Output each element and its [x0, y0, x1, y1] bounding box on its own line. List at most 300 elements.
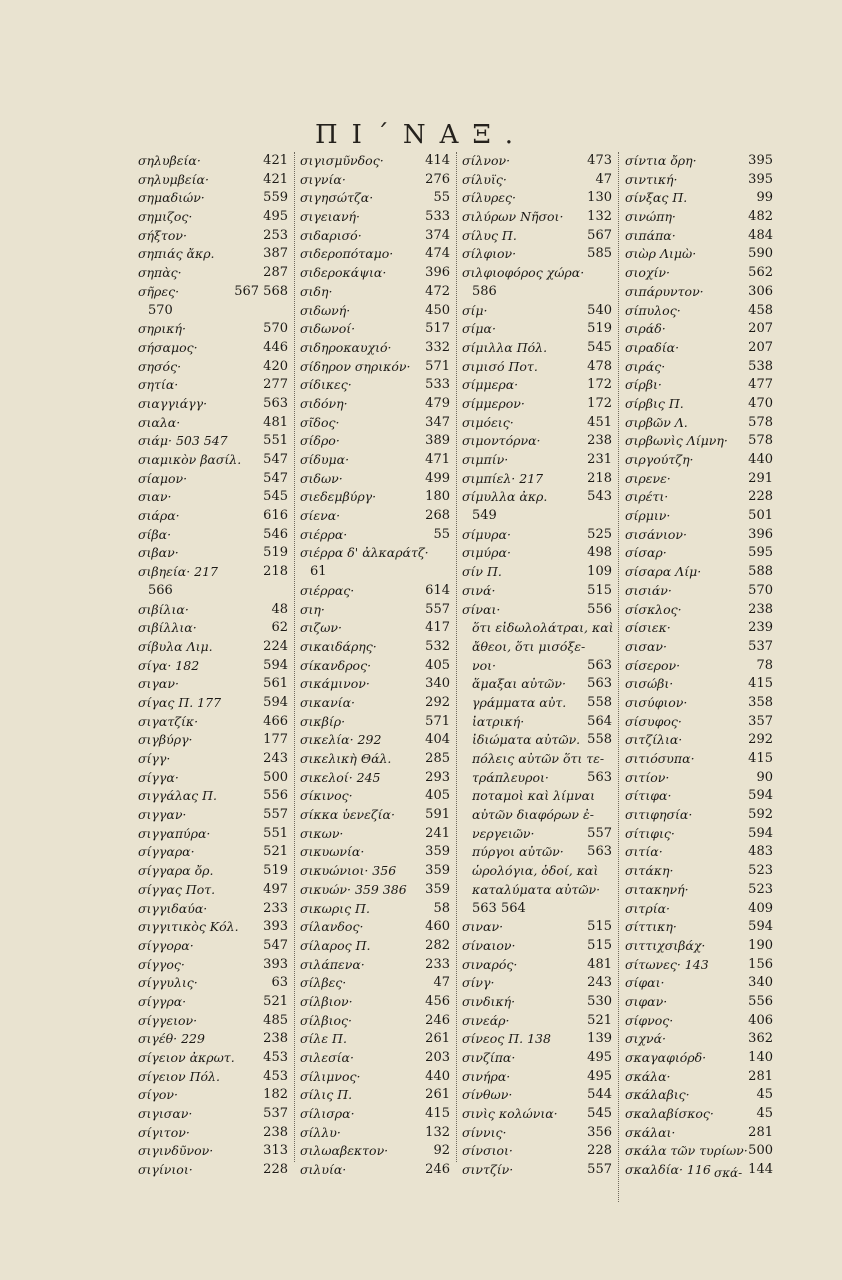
index-entry — [462, 862, 612, 881]
page-number: 395 — [748, 153, 773, 168]
index-term: σίγας Π. 177 — [138, 694, 222, 710]
index-subentry: ὅτι εἰδωλολάτραι, καὶ — [472, 620, 614, 636]
page-number: 285 — [425, 751, 450, 766]
index-term: σινζίπα· — [462, 1050, 516, 1065]
page-number: 340 — [425, 676, 450, 692]
page-number: 456 — [425, 993, 450, 1009]
index-entry — [138, 451, 288, 470]
index-entry — [625, 731, 773, 750]
index-subentry: πύργοι αὐτῶν· — [472, 844, 564, 860]
page-number: 261 — [425, 1031, 450, 1047]
page-number: 562 — [748, 265, 773, 281]
page-number: 228 — [748, 489, 773, 505]
index-entry — [625, 713, 773, 732]
page-number: 472 — [425, 283, 450, 299]
index-entry — [625, 750, 773, 769]
index-entry — [462, 787, 612, 806]
page-number: 495 — [263, 209, 288, 225]
index-entry — [300, 245, 450, 264]
index-entry — [300, 320, 450, 339]
index-entry — [300, 694, 450, 713]
index-entry — [625, 1086, 773, 1105]
index-entry — [300, 264, 450, 283]
index-entry — [462, 638, 612, 657]
index-column-3 — [462, 152, 612, 1180]
index-term: σιὼρ Λιμὼ· — [625, 246, 697, 262]
index-entry — [462, 675, 612, 694]
index-entry — [300, 283, 450, 302]
index-entry — [300, 731, 450, 750]
index-term: σικελικὴ Θάλ. — [300, 751, 392, 766]
index-term: σιραδία· — [625, 339, 680, 355]
page-number: 473 — [587, 153, 612, 168]
index-entry — [300, 1068, 450, 1087]
index-entry — [138, 171, 288, 190]
index-entry — [138, 769, 288, 788]
page-number: 557 — [587, 825, 612, 841]
page-number: 243 — [587, 975, 612, 991]
index-term: σίγγαρα ὄρ. — [138, 863, 214, 879]
index-term: σιβίλια· — [138, 601, 189, 617]
index-term: σίσερον· — [625, 657, 681, 673]
page-number: 551 — [263, 825, 288, 841]
page-number: 207 — [748, 339, 773, 355]
page-number: 537 — [263, 1106, 288, 1122]
index-entry — [300, 544, 450, 563]
page-number: 551 — [263, 433, 288, 449]
index-entry — [300, 395, 450, 414]
index-entry — [462, 937, 612, 956]
index-entry — [300, 1030, 450, 1049]
index-entry — [625, 862, 773, 881]
index-entry — [300, 358, 450, 377]
page-number: 45 — [756, 1106, 773, 1122]
index-entry — [300, 526, 450, 545]
index-entry — [625, 787, 773, 806]
index-entry — [138, 1105, 288, 1124]
index-entry — [625, 900, 773, 919]
page-number: 484 — [748, 227, 773, 243]
index-entry — [462, 1105, 612, 1124]
index-term: σηλυβεία· — [138, 153, 201, 168]
page-number: 571 — [425, 713, 450, 729]
page-number: 497 — [263, 881, 288, 897]
index-term: σίαμον· — [138, 470, 188, 486]
index-entry — [625, 1105, 773, 1124]
page-number: 515 — [587, 582, 612, 598]
index-entry — [300, 507, 450, 526]
index-term: σικανία· — [300, 694, 355, 710]
index-entry — [625, 1012, 773, 1031]
index-term: σιρβωνὶς Λίμνη· — [625, 433, 728, 449]
page-number: 132 — [587, 209, 612, 225]
index-entry — [138, 974, 288, 993]
index-term: σιαμικὸν βασίλ. — [138, 452, 242, 467]
page-number: 460 — [425, 919, 450, 935]
index-term: σκάλα· — [625, 1068, 671, 1084]
index-entry — [625, 283, 773, 302]
index-term: σισαν· — [625, 638, 667, 654]
index-entry — [462, 918, 612, 937]
index-entry — [138, 395, 288, 414]
index-term: σικελοί· 245 — [300, 769, 381, 785]
index-term: σίλισρα· — [300, 1106, 355, 1122]
index-entry — [625, 507, 773, 526]
index-entry — [462, 189, 612, 208]
index-term: σίλφιον· — [462, 246, 517, 262]
index-term: σίτιφα· — [625, 788, 672, 804]
page-number: 405 — [425, 657, 450, 673]
page-number: 451 — [587, 414, 612, 430]
index-term: σιλφιοφόρος χώρα· — [462, 265, 585, 281]
index-subentry: ἅμαξαι αὐτῶν· — [472, 676, 566, 692]
index-term: σκαλδία· 116 — [625, 1162, 711, 1178]
index-entry — [138, 208, 288, 227]
page-number: 47 — [595, 171, 612, 187]
index-entry — [625, 208, 773, 227]
index-term: σιζων· — [300, 620, 342, 636]
index-term: σιγινδῦνον· — [138, 1143, 214, 1159]
index-entry — [625, 1068, 773, 1087]
index-entry — [138, 264, 288, 283]
index-term: σίγα· 182 — [138, 657, 200, 673]
index-entry — [625, 395, 773, 414]
page-number: 517 — [425, 321, 450, 337]
index-entry — [138, 152, 288, 171]
page-number: 495 — [587, 1068, 612, 1084]
page-number: 557 — [263, 807, 288, 823]
index-term: σιπάρυντον· — [625, 283, 704, 299]
page-number: 241 — [425, 825, 450, 841]
index-term: σιγισμῦνδος· — [300, 153, 384, 168]
page-number: 450 — [425, 302, 450, 318]
page-number: 544 — [587, 1087, 612, 1103]
index-term: σικαιδάρης· — [300, 638, 377, 654]
index-term: σίνξας Π. — [625, 190, 688, 206]
index-term: σικάμινον· — [300, 676, 370, 692]
index-entry — [138, 843, 288, 862]
index-term: σιάμ· 503 547 — [138, 433, 228, 449]
page-number: 440 — [425, 1068, 450, 1084]
index-term: σίμμερα· — [462, 377, 519, 393]
page-number: 495 — [587, 1050, 612, 1065]
index-entry — [138, 488, 288, 507]
index-entry — [462, 601, 612, 620]
index-term: σίφνος· — [625, 1012, 674, 1028]
index-term: σιναν· — [462, 919, 504, 935]
index-column-2 — [300, 152, 450, 1180]
index-term: σίλβιον· — [300, 993, 353, 1009]
index-entry — [462, 227, 612, 246]
index-entry — [300, 862, 450, 881]
index-term: σιδων· — [300, 470, 343, 486]
index-term: σίγον· — [138, 1087, 179, 1103]
index-entry — [625, 1161, 773, 1180]
index-entry — [625, 358, 773, 377]
index-term: σιδη· — [300, 283, 333, 299]
page-number: 485 — [263, 1012, 288, 1028]
page-number: 557 — [587, 1162, 612, 1178]
index-term: σικυωνία· — [300, 844, 365, 860]
index-entry — [462, 544, 612, 563]
index-entry — [625, 264, 773, 283]
index-entry — [462, 956, 612, 975]
page-number: 556 — [263, 788, 288, 804]
page-number: 519 — [263, 545, 288, 561]
index-entry — [625, 563, 773, 582]
index-term: σίγγαρα· — [138, 844, 195, 860]
index-term: σιγατζίκ· — [138, 713, 199, 729]
page-number: 58 — [433, 900, 450, 916]
index-subentry: ἄθεοι, ὅτι μισόξε- — [472, 638, 586, 654]
index-entry — [138, 750, 288, 769]
index-subentry: ποταμοὶ καὶ λίμναι — [472, 788, 596, 804]
index-entry — [300, 900, 450, 919]
index-term: σίμ· — [462, 302, 488, 318]
page-number: 578 — [748, 433, 773, 449]
index-term: σίγγος· — [138, 956, 185, 972]
page-number: 224 — [263, 638, 288, 654]
index-term: σίκκα ὑενεζία· — [300, 807, 395, 823]
index-entry — [462, 900, 612, 919]
index-term: σιρενε· — [625, 470, 671, 486]
page-number: 521 — [263, 844, 288, 860]
page-number: 393 — [263, 919, 288, 935]
page-number: 570 — [263, 321, 288, 337]
index-entry — [625, 544, 773, 563]
page-number: 207 — [748, 321, 773, 337]
page-number: 547 — [263, 937, 288, 953]
page-number: 393 — [263, 956, 288, 972]
index-term: σιλύρων Νῆσοι· — [462, 209, 564, 225]
index-entry — [625, 843, 773, 862]
page-number: 453 — [263, 1068, 288, 1084]
index-term: σισάνιον· — [625, 526, 688, 542]
index-term: σιγαν· — [138, 676, 179, 692]
page-number: 521 — [263, 993, 288, 1009]
page-number: 180 — [425, 489, 450, 505]
index-entry — [138, 787, 288, 806]
index-entry — [138, 563, 288, 582]
index-entry — [138, 320, 288, 339]
page-number: 523 — [748, 863, 773, 879]
index-entry — [300, 208, 450, 227]
page-number: 415 — [425, 1106, 450, 1122]
page-number: 261 — [425, 1087, 450, 1103]
index-entry — [462, 526, 612, 545]
page-number: 481 — [263, 414, 288, 430]
index-entry — [462, 825, 612, 844]
page-number: 578 — [748, 414, 773, 430]
index-term: σισώβι· — [625, 676, 674, 692]
index-term: σίλις Π. — [300, 1087, 353, 1103]
page-number: 478 — [587, 358, 612, 374]
index-entry — [462, 376, 612, 395]
index-entry — [300, 1142, 450, 1161]
index-term: σιφαν· — [625, 993, 668, 1009]
index-entry — [300, 582, 450, 601]
page-number: 533 — [425, 377, 450, 393]
index-entry — [138, 993, 288, 1012]
page-number: 482 — [748, 209, 773, 225]
index-entry — [462, 152, 612, 171]
index-term: σκάλαβις· — [625, 1087, 690, 1103]
page-number: 47 — [433, 975, 450, 991]
page-number: 291 — [748, 470, 773, 486]
index-term: σίγγρα· — [138, 993, 187, 1009]
index-term: σιγίνιοι· — [138, 1162, 193, 1178]
index-entry — [625, 694, 773, 713]
continued-page-refs: 570 — [148, 302, 173, 318]
index-term: σίγγα· — [138, 769, 179, 785]
index-term: σιέρρας· — [300, 582, 355, 598]
index-term: σιβαν· — [138, 545, 179, 561]
page-number: 545 — [587, 339, 612, 355]
page-number: 218 — [587, 470, 612, 486]
index-entry — [138, 1049, 288, 1068]
index-entry — [462, 657, 612, 676]
index-entry — [138, 657, 288, 676]
index-term: σηλυμβεία· — [138, 171, 209, 187]
index-entry — [625, 1049, 773, 1068]
continued-page-refs: 549 — [472, 508, 497, 524]
index-term: σίγγας Ποτ. — [138, 881, 216, 897]
index-entry — [300, 414, 450, 433]
index-entry — [625, 320, 773, 339]
index-entry — [300, 937, 450, 956]
index-term: σήσαμος· — [138, 339, 198, 355]
index-subentry: νεργειῶν· — [472, 825, 535, 841]
page-number: 347 — [425, 414, 450, 430]
index-term: σιττιχσιβάχ· — [625, 937, 706, 953]
index-entry — [462, 1068, 612, 1087]
index-term: σίσιεκ· — [625, 620, 671, 636]
index-entry — [625, 937, 773, 956]
index-term: σιγισαν· — [138, 1106, 193, 1122]
index-term: σίσυφος· — [625, 713, 682, 729]
index-entry — [300, 675, 450, 694]
index-term: σίναι· — [462, 601, 501, 617]
page-number: 563 — [587, 844, 612, 860]
index-entry — [462, 507, 612, 526]
page-number: 474 — [425, 246, 450, 262]
page-number: 557 — [425, 601, 450, 617]
page-number: 359 — [425, 863, 450, 879]
page-number: 287 — [263, 265, 288, 281]
index-entry — [625, 302, 773, 321]
index-term: σιγγαν· — [138, 807, 187, 823]
index-entry — [300, 1105, 450, 1124]
index-term: σητία· — [138, 377, 179, 393]
index-entry — [625, 245, 773, 264]
page-number: 292 — [748, 732, 773, 748]
page-number: 172 — [587, 377, 612, 393]
page-number: 415 — [748, 676, 773, 692]
index-entry — [300, 750, 450, 769]
index-term: σίλε Π. — [300, 1031, 347, 1047]
page-number: 144 — [748, 1162, 773, 1178]
index-entry — [462, 1124, 612, 1143]
page-number: 558 — [587, 732, 612, 748]
index-entry — [462, 283, 612, 302]
index-entry — [462, 582, 612, 601]
index-entry — [462, 395, 612, 414]
continued-page-refs: 563 564 — [472, 900, 526, 916]
page-number: 595 — [748, 545, 773, 561]
index-entry — [300, 189, 450, 208]
page-number: 238 — [263, 1124, 288, 1140]
page-number: 594 — [748, 825, 773, 841]
index-entry — [138, 1068, 288, 1087]
index-term: σίτιφις· — [625, 825, 675, 841]
page-number: 130 — [587, 190, 612, 206]
index-entry — [625, 152, 773, 171]
page-number: 90 — [756, 769, 773, 785]
page-number: 594 — [263, 694, 288, 710]
index-entry — [138, 675, 288, 694]
index-entry — [300, 657, 450, 676]
index-entry — [462, 302, 612, 321]
index-term: σιμόεις· — [462, 414, 514, 430]
index-entry — [462, 470, 612, 489]
page-number: 519 — [587, 321, 612, 337]
page-number: 543 — [587, 489, 612, 505]
index-entry — [625, 825, 773, 844]
index-entry — [138, 507, 288, 526]
index-entry — [625, 619, 773, 638]
index-term: σιργούτζη· — [625, 452, 694, 467]
page-number: 243 — [263, 751, 288, 766]
index-term: σιλυία· — [300, 1162, 347, 1178]
index-term: σίνσιοι· — [462, 1143, 513, 1159]
index-term: σιεδεμβύργ· — [300, 489, 377, 505]
index-entry — [462, 731, 612, 750]
index-term: σιάρα· — [138, 508, 180, 524]
page-number: 458 — [748, 302, 773, 318]
index-entry — [462, 694, 612, 713]
index-term: σίμμερον· — [462, 395, 525, 411]
page-number: 533 — [425, 209, 450, 225]
index-entry — [138, 432, 288, 451]
page-number: 564 — [587, 713, 612, 729]
continued-page-refs: 566 — [148, 582, 173, 598]
page-number: 292 — [425, 694, 450, 710]
index-entry — [300, 488, 450, 507]
page-number: 483 — [748, 844, 773, 860]
index-entry — [462, 993, 612, 1012]
index-entry — [300, 881, 450, 900]
page-number: 358 — [748, 694, 773, 710]
page-number: 281 — [748, 1068, 773, 1084]
index-entry — [300, 1124, 450, 1143]
index-term: σίρβις Π. — [625, 395, 684, 411]
index-entry — [138, 1161, 288, 1180]
page-number: 563 — [587, 676, 612, 692]
index-term: σίννις· — [462, 1124, 507, 1140]
index-term: σιτάκη· — [625, 863, 674, 879]
index-entry — [625, 1030, 773, 1049]
page-number: 563 — [587, 657, 612, 673]
index-entry — [625, 526, 773, 545]
page-number: 567 568 — [234, 283, 288, 299]
index-term: σιμύρα· — [462, 545, 511, 561]
index-term: σιχνά· — [625, 1031, 667, 1047]
index-entry — [300, 713, 450, 732]
page-number: 561 — [263, 676, 288, 692]
page-number: 500 — [748, 1143, 773, 1159]
index-entry — [625, 414, 773, 433]
index-term: σίγιτον· — [138, 1124, 190, 1140]
